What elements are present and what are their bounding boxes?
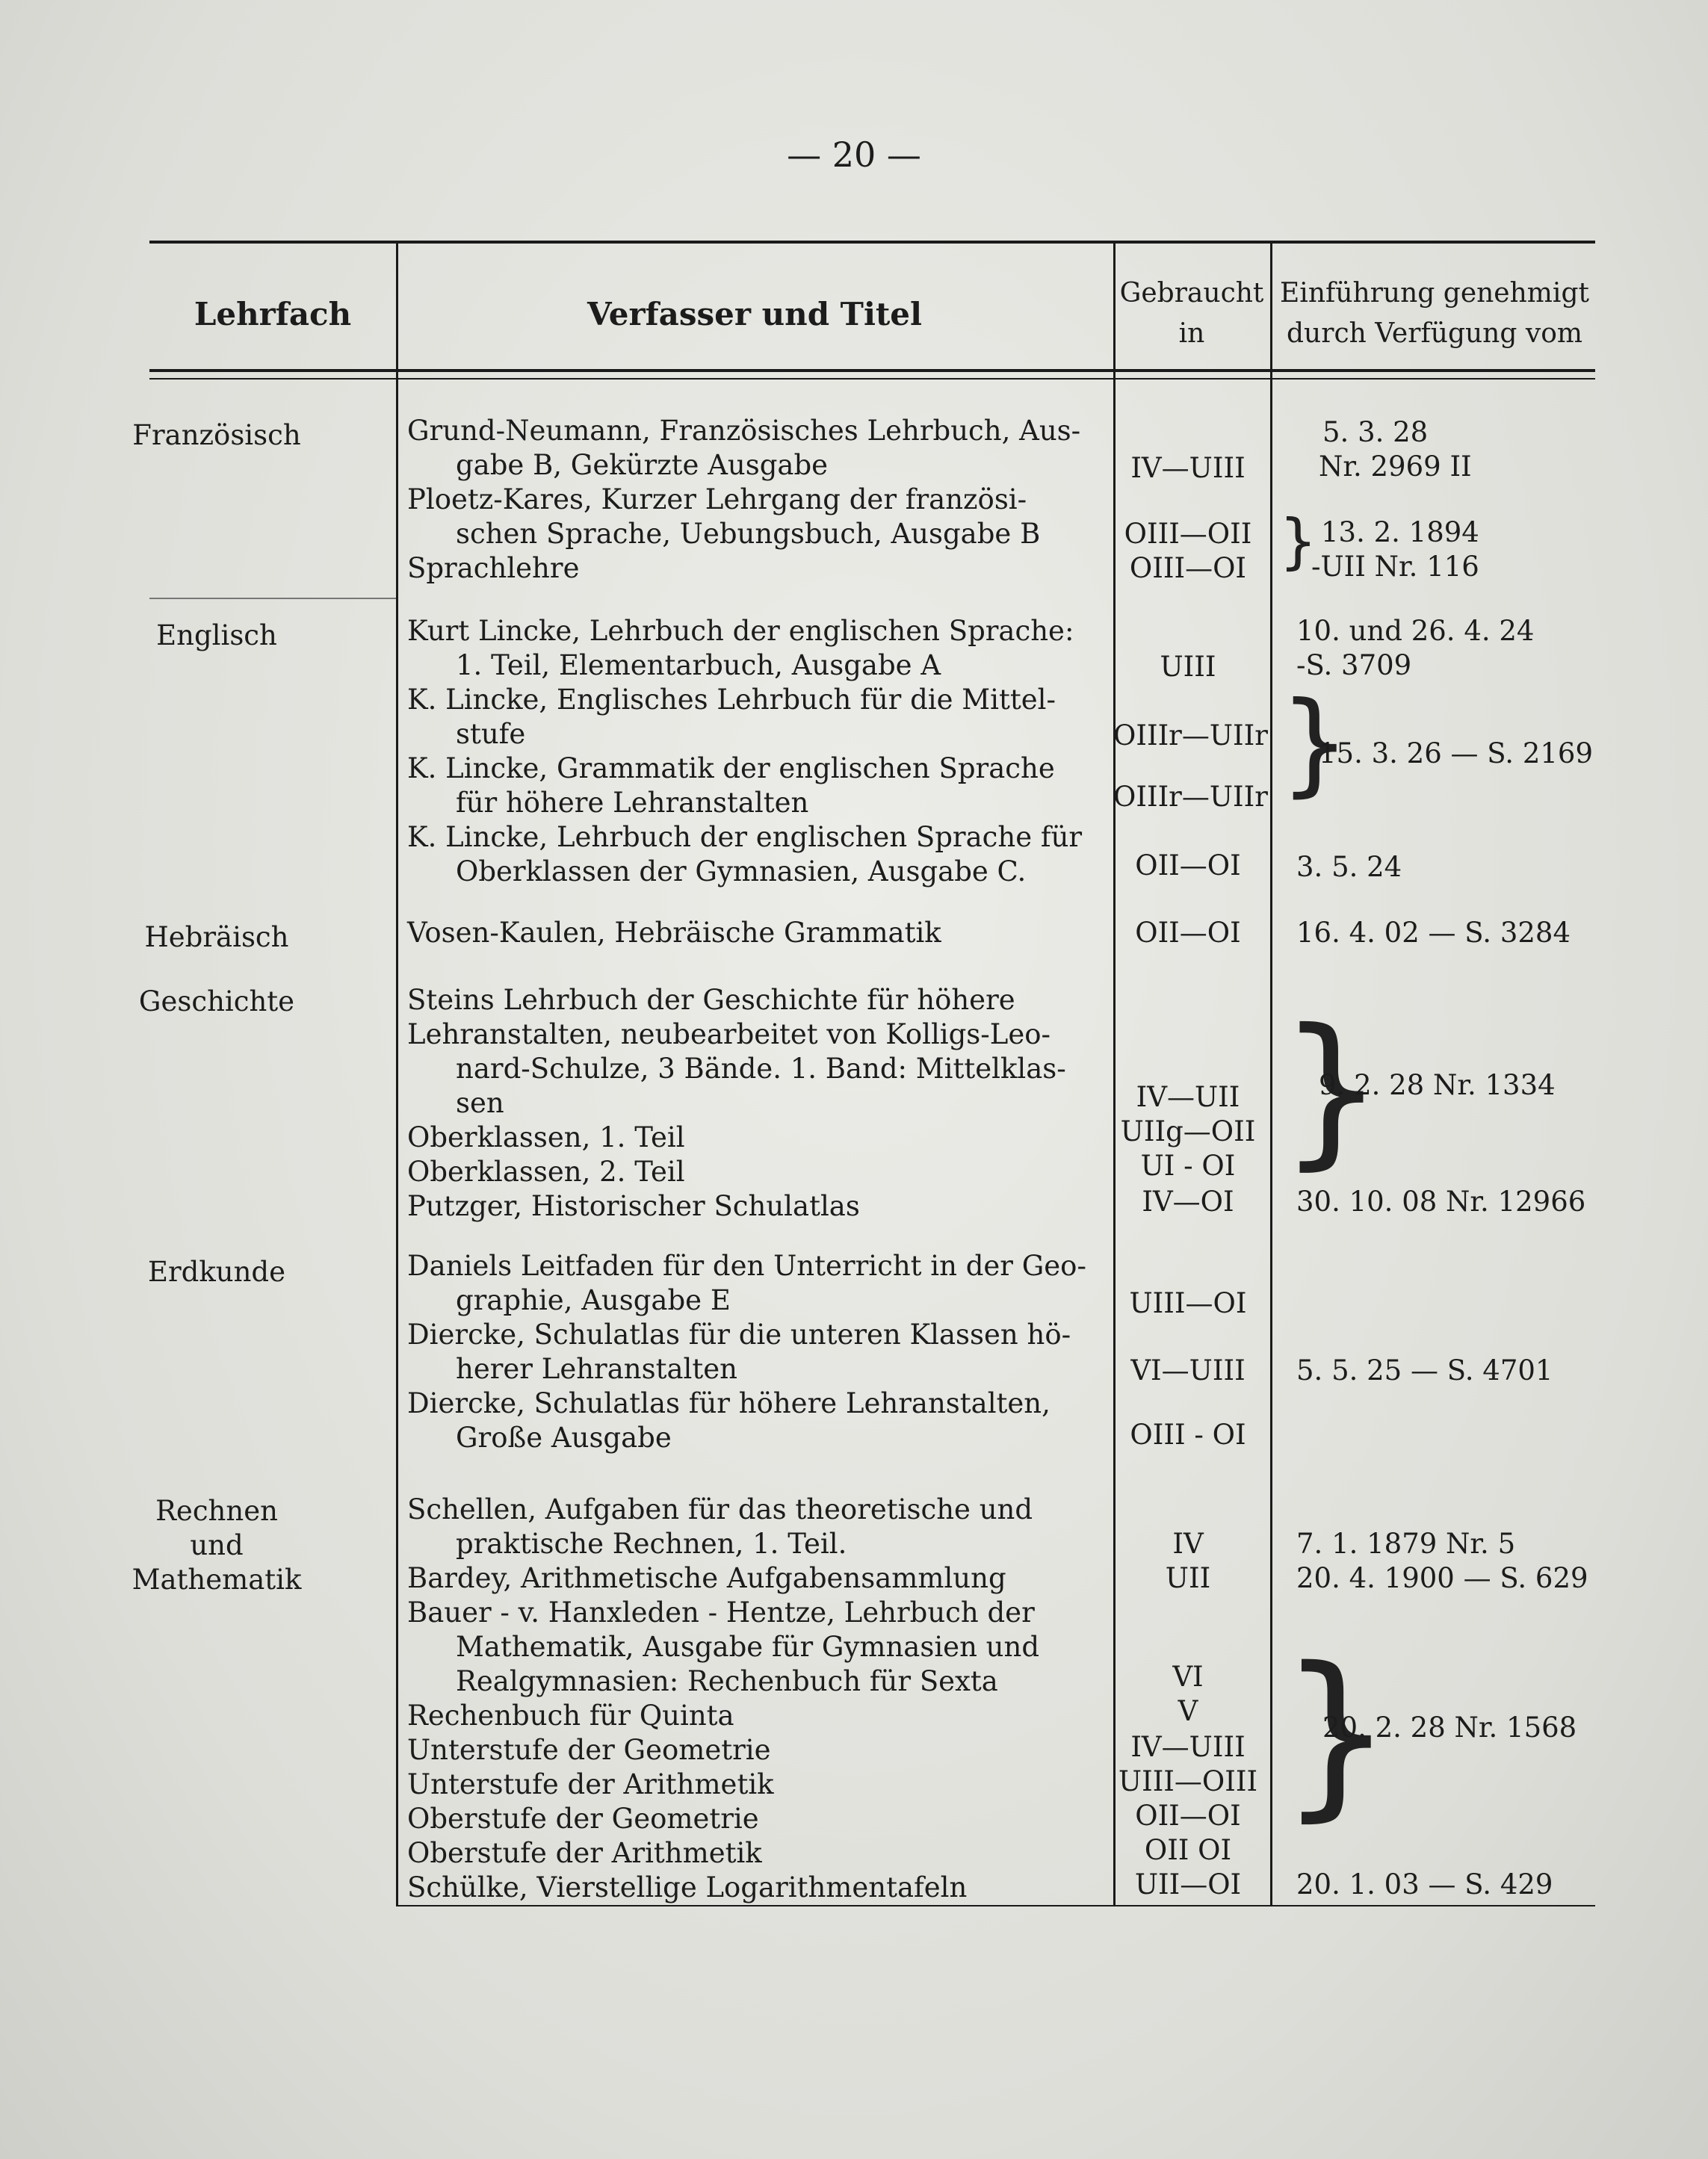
header-used-line1: Gebraucht	[1119, 278, 1264, 309]
title-line: gabe B, Gekürzte Ausgabe	[456, 449, 829, 481]
title-line: Unterstufe der Arithmetik	[407, 1768, 774, 1800]
header-used-line2: in	[1178, 318, 1205, 349]
approval: 5. 3. 28	[1322, 416, 1429, 448]
title-line: nard-Schulze, 3 Bände. 1. Band: Mittelklas-	[456, 1053, 1066, 1085]
title-line: Steins Lehrbuch der Geschichte für höhere	[407, 984, 1015, 1016]
title-line: Rechenbuch für Quinta	[407, 1700, 734, 1732]
title-line: Bardey, Arithmetische Aufgabensammlung	[407, 1562, 1006, 1594]
used-in: IV—UIII	[1130, 1731, 1246, 1763]
used-in: UII—OI	[1134, 1868, 1242, 1901]
used-in: IV—OI	[1142, 1186, 1234, 1218]
approval: 20. 2. 28 Nr. 1568	[1322, 1712, 1577, 1744]
approval: -UII Nr. 116	[1311, 551, 1479, 583]
brace: }	[1279, 1629, 1393, 1838]
used-in: V	[1178, 1695, 1198, 1727]
title-line: Ploetz-Kares, Kurzer Lehrgang der französi-	[407, 483, 1027, 515]
used-in: OIIIr—UIIr	[1113, 719, 1268, 752]
brace: }	[1279, 994, 1384, 1185]
used-in: IV	[1172, 1528, 1204, 1560]
approval: 16. 4. 02 — S. 3284	[1296, 917, 1571, 949]
subject-math: Rechnen	[155, 1495, 278, 1527]
approval: 15. 3. 26 — S. 2169	[1319, 737, 1593, 769]
title-line: Schülke, Vierstellige Logarithmentafeln	[407, 1871, 968, 1904]
title-line: Schellen, Aufgaben für das theoretische und	[407, 1493, 1033, 1525]
approval: 20. 4. 1900 — S. 629	[1296, 1562, 1588, 1594]
used-in: OIII - OI	[1130, 1419, 1246, 1451]
title-line: Diercke, Schulatlas für die unteren Klassen hö-	[407, 1319, 1071, 1351]
used-in: OII—OI	[1135, 917, 1241, 949]
header-author-title: Verfasser und Titel	[587, 296, 922, 332]
used-in: VI	[1172, 1661, 1204, 1693]
brace: }	[1279, 507, 1317, 576]
approval: 5. 5. 25 — S. 4701	[1296, 1354, 1553, 1387]
approval: -S. 3709	[1296, 649, 1412, 681]
title-line: K. Lincke, Grammatik der englischen Sprache	[407, 752, 1055, 784]
used-in: OII—OI	[1135, 1800, 1241, 1832]
bottom-rule	[396, 1905, 1595, 1906]
title-line: Oberklassen, 2. Teil	[407, 1156, 685, 1188]
title-line: Oberstufe der Geometrie	[407, 1803, 759, 1835]
header-approval-line2: durch Verfügung vom	[1287, 318, 1582, 349]
approval: Nr. 2969 II	[1319, 450, 1472, 483]
title-line: Sprachlehre	[407, 552, 580, 584]
subject-history: Geschichte	[138, 985, 295, 1017]
used-in: OII—OI	[1135, 849, 1241, 882]
title-line: Daniels Leitfaden für den Unterricht in der Geo-	[407, 1250, 1086, 1282]
subject-hebrew: Hebräisch	[144, 921, 289, 953]
title-line: Lehranstalten, neubearbeitet von Kolligs-Leo-	[407, 1018, 1051, 1050]
used-in: UI - OI	[1140, 1150, 1236, 1182]
title-line: schen Sprache, Uebungsbuch, Ausgabe B	[456, 518, 1041, 550]
title-line: K. Lincke, Englisches Lehrbuch für die Mittel-	[407, 684, 1056, 716]
title-line: sen	[456, 1087, 504, 1119]
title-line: Mathematik, Ausgabe für Gymnasien und	[456, 1631, 1040, 1663]
approval: 10. und 26. 4. 24	[1296, 615, 1535, 647]
used-in: UIII—OI	[1129, 1287, 1247, 1319]
used-in: VI—UIII	[1130, 1354, 1246, 1387]
title-line: K. Lincke, Lehrbuch der englischen Sprache für	[407, 821, 1083, 853]
title-line: Putzger, Historischer Schulatlas	[407, 1190, 860, 1222]
page-number: — 20 —	[787, 134, 921, 175]
title-line: Oberklassen der Gymnasien, Ausgabe C.	[456, 855, 1027, 888]
title-line: Unterstufe der Geometrie	[407, 1734, 771, 1766]
brace: }	[1279, 678, 1351, 808]
title-line: 1. Teil, Elementarbuch, Ausgabe A	[456, 649, 941, 681]
subject-geography: Erdkunde	[147, 1256, 286, 1288]
approval: 3. 5. 24	[1296, 851, 1402, 883]
used-in: UIIg—OII	[1120, 1115, 1256, 1147]
title-line: Realgymnasien: Rechenbuch für Sexta	[456, 1665, 998, 1697]
approval: 7. 1. 1879 Nr. 5	[1296, 1528, 1516, 1560]
used-in: UIII—OIII	[1118, 1765, 1258, 1797]
approval: 13. 2. 1894	[1321, 516, 1479, 548]
used-in: UIII	[1160, 651, 1216, 683]
used-in: IV—UIII	[1130, 452, 1246, 484]
approval: 20. 1. 03 — S. 429	[1296, 1868, 1553, 1901]
column-divider-3	[1270, 242, 1272, 1905]
used-in: OII OI	[1144, 1834, 1232, 1866]
used-in: UII	[1165, 1562, 1211, 1594]
used-in: OIII—OII	[1124, 518, 1252, 550]
subject-english: Englisch	[156, 619, 277, 651]
section-rule	[149, 598, 396, 599]
approval: 9. 2. 28 Nr. 1334	[1319, 1069, 1556, 1101]
header-rule-thin	[149, 378, 1595, 380]
header-rule	[149, 369, 1595, 372]
used-in: OIII—OI	[1129, 552, 1247, 584]
title-line: praktische Rechnen, 1. Teil.	[456, 1528, 847, 1560]
subject-math: Mathematik	[131, 1564, 302, 1596]
title-line: Diercke, Schulatlas für höhere Lehranstalten,	[407, 1387, 1051, 1419]
title-line: Kurt Lincke, Lehrbuch der englischen Sprache:	[407, 615, 1074, 647]
title-line: herer Lehranstalten	[456, 1353, 737, 1385]
used-in: OIIIr—UIIr	[1113, 781, 1268, 813]
subject-french: Französisch	[132, 419, 301, 451]
column-divider-2	[1113, 242, 1116, 1905]
title-line: Vosen-Kaulen, Hebräische Grammatik	[407, 917, 941, 949]
title-line: Bauer - v. Hanxleden - Hentze, Lehrbuch der	[407, 1596, 1035, 1629]
approval: 30. 10. 08 Nr. 12966	[1296, 1186, 1586, 1218]
title-line: Oberklassen, 1. Teil	[407, 1121, 685, 1153]
title-line: graphie, Ausgabe E	[456, 1284, 731, 1316]
title-line: stufe	[456, 718, 526, 750]
title-line: Große Ausgabe	[456, 1422, 672, 1454]
top-rule	[149, 241, 1595, 244]
used-in: IV—UII	[1136, 1081, 1240, 1113]
title-line: für höhere Lehranstalten	[456, 787, 809, 819]
column-divider-1	[396, 242, 398, 1905]
subject-math: und	[190, 1529, 244, 1561]
header-subject: Lehrfach	[194, 296, 352, 332]
title-line: Oberstufe der Arithmetik	[407, 1837, 762, 1869]
title-line: Grund-Neumann, Französisches Lehrbuch, Aus-	[407, 415, 1081, 447]
header-approval-line1: Einführung genehmigt	[1280, 278, 1589, 309]
